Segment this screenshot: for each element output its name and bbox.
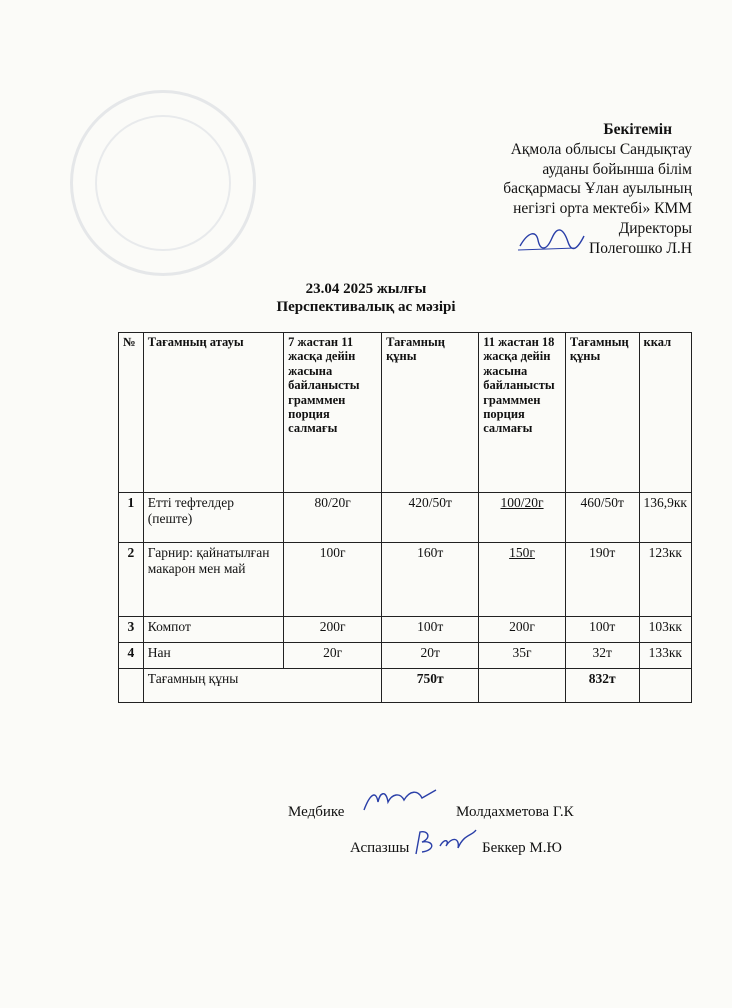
menu-title: Перспективалық ас мәзірі bbox=[276, 299, 456, 315]
header-name: Тағамның атауы bbox=[143, 333, 283, 493]
row-portion2: 150г bbox=[479, 543, 566, 617]
row-price1: 160т bbox=[382, 543, 479, 617]
menu-table bbox=[118, 332, 692, 703]
header-kcal: ккал bbox=[639, 333, 692, 493]
header-price-11-18: Тағамның құны bbox=[565, 333, 639, 493]
approval-heading: Бекітемін bbox=[603, 121, 672, 138]
row-portion1: 100г bbox=[284, 543, 382, 617]
cook-signature bbox=[410, 826, 482, 860]
row-portion2: 100/20г bbox=[479, 493, 566, 543]
cook-name: Беккер М.Ю bbox=[482, 840, 562, 856]
header-portion-7-11: 7 жастан 11 жасқа дейін жасына байланысты грамммен порция салмағы bbox=[284, 333, 382, 493]
row-no: 1 bbox=[119, 493, 144, 543]
row-price2: 100т bbox=[565, 617, 639, 643]
approval-line: ауданы бойынша білім bbox=[542, 160, 692, 178]
row-kcal: 133кк bbox=[639, 643, 692, 669]
table-row bbox=[119, 493, 692, 543]
table-row bbox=[119, 643, 692, 669]
row-price1: 20т bbox=[382, 643, 479, 669]
row-kcal: 103кк bbox=[639, 617, 692, 643]
row-price1: 100т bbox=[382, 617, 479, 643]
header-price-7-11: Тағамның құны bbox=[382, 333, 479, 493]
total-empty-cell bbox=[639, 669, 692, 703]
row-name: Етті тефтелдер (пеште) bbox=[143, 493, 283, 543]
table-header-row bbox=[119, 333, 692, 493]
director-signature bbox=[516, 226, 586, 256]
approval-line: Ақмола облысы Сандықтау bbox=[510, 140, 692, 158]
faded-seal bbox=[70, 90, 256, 276]
row-no: 4 bbox=[119, 643, 144, 669]
approval-director-name: Полегошко Л.Н bbox=[589, 239, 692, 257]
header-no: № bbox=[119, 333, 144, 493]
row-price2: 190т bbox=[565, 543, 639, 617]
total-price1: 750т bbox=[382, 669, 479, 703]
approval-line: негізгі орта мектебі» КММ bbox=[513, 200, 692, 218]
row-no: 3 bbox=[119, 617, 144, 643]
nurse-signature bbox=[360, 784, 440, 816]
approval-line: басқармасы Ұлан ауылының bbox=[503, 180, 692, 198]
nurse-role: Медбике bbox=[288, 804, 345, 820]
total-label: Тағамның құны bbox=[143, 669, 381, 703]
row-kcal: 123кк bbox=[639, 543, 692, 617]
total-row bbox=[119, 669, 692, 703]
row-price1: 420/50т bbox=[382, 493, 479, 543]
header-portion-11-18: 11 жастан 18 жасқа дейін жасына байланысты грамммен порция салмағы bbox=[479, 333, 566, 493]
row-portion2: 200г bbox=[479, 617, 566, 643]
table-row bbox=[119, 617, 692, 643]
row-portion1: 20г bbox=[284, 643, 382, 669]
menu-date: 23.04 2025 жылғы bbox=[305, 281, 427, 297]
total-empty-cell bbox=[119, 669, 144, 703]
cook-role: Аспазшы bbox=[350, 840, 410, 856]
total-empty-cell bbox=[479, 669, 566, 703]
row-name: Нан bbox=[143, 643, 283, 669]
row-name: Гарнир: қайнатылған макарон мен май bbox=[143, 543, 283, 617]
row-kcal: 136,9кк bbox=[639, 493, 692, 543]
row-portion1: 80/20г bbox=[284, 493, 382, 543]
row-portion1: 200г bbox=[284, 617, 382, 643]
row-no: 2 bbox=[119, 543, 144, 617]
nurse-name: Молдахметова Г.К bbox=[456, 804, 574, 820]
menu-heading bbox=[0, 280, 732, 316]
row-price2: 32т bbox=[565, 643, 639, 669]
table-row bbox=[119, 543, 692, 617]
approval-line: Директоры bbox=[618, 220, 692, 238]
row-name: Компот bbox=[143, 617, 283, 643]
row-price2: 460/50т bbox=[565, 493, 639, 543]
total-price2: 832т bbox=[565, 669, 639, 703]
row-portion2: 35г bbox=[479, 643, 566, 669]
